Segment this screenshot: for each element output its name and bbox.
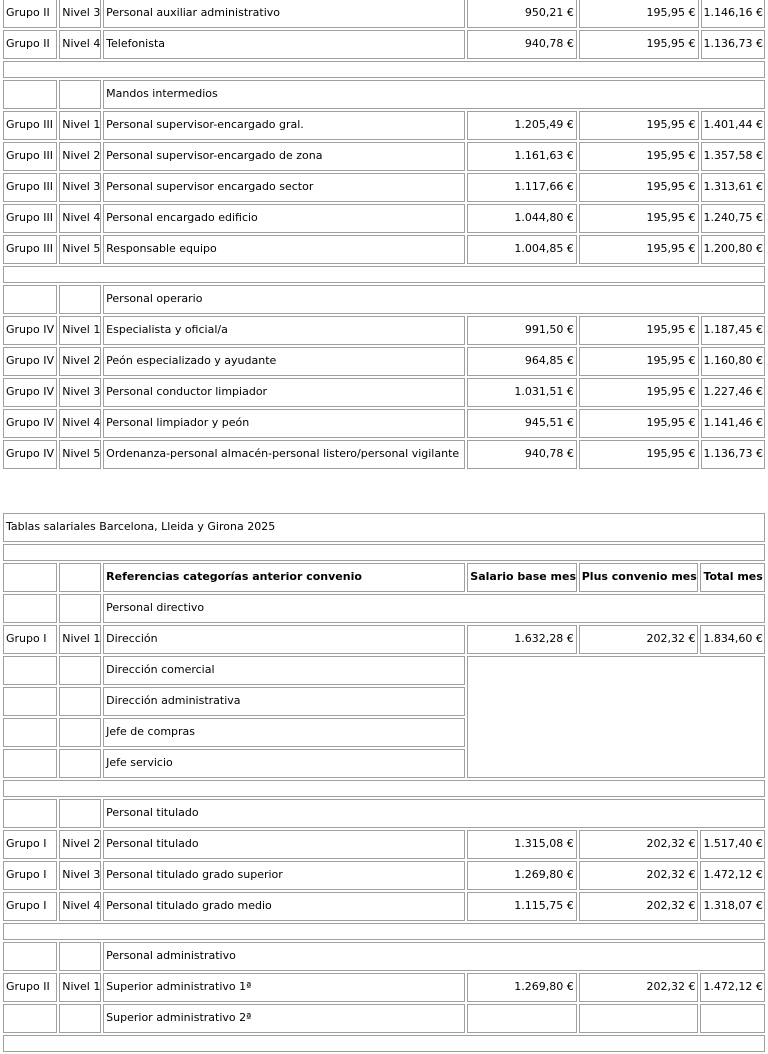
grupo-cell: Grupo I bbox=[3, 830, 57, 859]
total-cell: 1.136,73 € bbox=[701, 30, 765, 59]
categoria-cell: Personal auxiliar administrativo bbox=[103, 0, 465, 28]
nivel-cell bbox=[59, 1004, 101, 1033]
grupo-cell: Grupo I bbox=[3, 625, 57, 654]
grupo-cell bbox=[3, 749, 57, 778]
nivel-cell: Nivel 3 bbox=[59, 378, 101, 407]
table-row bbox=[3, 30, 765, 59]
plus-convenio-cell: 195,95 € bbox=[579, 30, 699, 59]
categoria-cell: Superior administrativo 2ª bbox=[103, 1004, 465, 1033]
salario-base-cell: 940,78 € bbox=[467, 440, 576, 469]
nivel-cell bbox=[59, 718, 101, 747]
table-title-row bbox=[3, 513, 765, 542]
salario-base-cell: 950,21 € bbox=[467, 0, 576, 28]
categoria-cell: Jefe servicio bbox=[103, 749, 465, 778]
nivel-cell: Nivel 1 bbox=[59, 625, 101, 654]
table-row bbox=[3, 173, 765, 202]
plus-convenio-cell: 195,95 € bbox=[579, 173, 699, 202]
nivel-cell: Nivel 4 bbox=[59, 892, 101, 921]
section-row bbox=[3, 942, 765, 971]
grupo-cell: Grupo III bbox=[3, 142, 57, 171]
salario-base-cell: 1.117,66 € bbox=[467, 173, 576, 202]
categoria-cell: Jefe de compras bbox=[103, 718, 465, 747]
grupo-cell: Grupo III bbox=[3, 235, 57, 264]
grupo-cell: Grupo IV bbox=[3, 316, 57, 345]
grupo-cell: Grupo IV bbox=[3, 347, 57, 376]
plus-convenio-cell: 202,32 € bbox=[579, 861, 699, 890]
nivel-cell: Nivel 1 bbox=[59, 316, 101, 345]
total-cell: 1.200,80 € bbox=[701, 235, 765, 264]
nivel-cell: Nivel 4 bbox=[59, 30, 101, 59]
spacer-row bbox=[3, 61, 765, 78]
nivel-cell: Nivel 1 bbox=[59, 973, 101, 1002]
plus-convenio-cell: 195,95 € bbox=[579, 111, 699, 140]
salario-base-cell bbox=[467, 1004, 576, 1033]
total-cell: 1.834,60 € bbox=[700, 625, 765, 654]
spacer-cell bbox=[3, 61, 765, 78]
total-cell: 1.318,07 € bbox=[700, 892, 765, 921]
nivel-cell: Nivel 5 bbox=[59, 440, 101, 469]
section-title: Mandos intermedios bbox=[103, 80, 765, 109]
header-categoria: Referencias categorías anterior convenio bbox=[103, 563, 465, 592]
spacer-cell bbox=[3, 923, 765, 940]
categoria-cell: Dirección bbox=[103, 625, 465, 654]
header-nivel bbox=[59, 563, 101, 592]
grupo-cell bbox=[3, 799, 57, 828]
categoria-cell: Telefonista bbox=[103, 30, 465, 59]
plus-convenio-cell: 195,95 € bbox=[579, 235, 699, 264]
plus-convenio-cell: 202,32 € bbox=[579, 892, 699, 921]
table-title: Tablas salariales Barcelona, Lleida y Girona 2025 bbox=[3, 513, 765, 542]
total-cell: 1.141,46 € bbox=[701, 409, 765, 438]
plus-convenio-cell: 195,95 € bbox=[579, 347, 699, 376]
salario-base-cell: 1.161,63 € bbox=[467, 142, 576, 171]
salario-base-cell: 1.269,80 € bbox=[467, 973, 576, 1002]
total-cell: 1.472,12 € bbox=[700, 973, 765, 1002]
nivel-cell bbox=[59, 749, 101, 778]
section-title: Personal titulado bbox=[103, 799, 765, 828]
spacer-cell bbox=[3, 780, 765, 797]
salario-base-cell: 1.632,28 € bbox=[467, 625, 576, 654]
total-cell bbox=[700, 1004, 765, 1033]
plus-convenio-cell: 195,95 € bbox=[579, 378, 699, 407]
plus-convenio-cell: 202,32 € bbox=[579, 830, 699, 859]
table-row bbox=[3, 316, 765, 345]
spacer-cell bbox=[3, 544, 765, 561]
section-row bbox=[3, 80, 765, 109]
nivel-cell bbox=[59, 594, 101, 623]
categoria-cell: Personal conductor limpiador bbox=[103, 378, 465, 407]
merged-values-cell bbox=[467, 656, 765, 778]
total-cell: 1.240,75 € bbox=[701, 204, 765, 233]
grupo-cell bbox=[3, 594, 57, 623]
nivel-cell bbox=[59, 285, 101, 314]
nivel-cell: Nivel 2 bbox=[59, 830, 101, 859]
plus-convenio-cell: 202,32 € bbox=[579, 973, 699, 1002]
table-row bbox=[3, 625, 765, 654]
nivel-cell: Nivel 3 bbox=[59, 0, 101, 28]
salary-table-2 bbox=[1, 511, 767, 1054]
salario-base-cell: 940,78 € bbox=[467, 30, 576, 59]
grupo-cell: Grupo II bbox=[3, 973, 57, 1002]
categoria-cell: Dirección comercial bbox=[103, 656, 465, 685]
categoria-cell: Dirección administrativa bbox=[103, 687, 465, 716]
table-row bbox=[3, 440, 765, 469]
categoria-cell: Personal titulado grado superior bbox=[103, 861, 465, 890]
grupo-cell bbox=[3, 285, 57, 314]
grupo-cell: Grupo IV bbox=[3, 378, 57, 407]
salario-base-cell: 1.205,49 € bbox=[467, 111, 576, 140]
plus-convenio-cell: 195,95 € bbox=[579, 316, 699, 345]
spacer-cell bbox=[3, 1035, 765, 1052]
categoria-cell: Personal titulado grado medio bbox=[103, 892, 465, 921]
grupo-cell bbox=[3, 718, 57, 747]
section-title: Personal administrativo bbox=[103, 942, 765, 971]
categoria-cell: Personal limpiador y peón bbox=[103, 409, 465, 438]
table-row bbox=[3, 111, 765, 140]
grupo-cell: Grupo IV bbox=[3, 409, 57, 438]
nivel-cell bbox=[59, 687, 101, 716]
section-title: Personal operario bbox=[103, 285, 765, 314]
total-cell: 1.160,80 € bbox=[701, 347, 765, 376]
total-cell: 1.357,58 € bbox=[701, 142, 765, 171]
salario-base-cell: 1.315,08 € bbox=[467, 830, 576, 859]
total-cell: 1.187,45 € bbox=[701, 316, 765, 345]
grupo-cell: Grupo III bbox=[3, 173, 57, 202]
categoria-cell: Peón especializado y ayudante bbox=[103, 347, 465, 376]
plus-convenio-cell: 202,32 € bbox=[579, 625, 699, 654]
table-row bbox=[3, 235, 765, 264]
salario-base-cell: 1.269,80 € bbox=[467, 861, 576, 890]
salario-base-cell: 1.115,75 € bbox=[467, 892, 576, 921]
table-row bbox=[3, 409, 765, 438]
total-cell: 1.227,46 € bbox=[701, 378, 765, 407]
grupo-cell: Grupo III bbox=[3, 204, 57, 233]
subcategory-row bbox=[3, 656, 765, 685]
spacer-row bbox=[3, 1035, 765, 1052]
categoria-cell: Superior administrativo 1ª bbox=[103, 973, 465, 1002]
salario-base-cell: 945,51 € bbox=[467, 409, 576, 438]
total-cell: 1.401,44 € bbox=[701, 111, 765, 140]
salario-base-cell: 1.044,80 € bbox=[467, 204, 576, 233]
header-total: Total mes bbox=[700, 563, 765, 592]
nivel-cell bbox=[59, 656, 101, 685]
table-row bbox=[3, 142, 765, 171]
total-cell: 1.313,61 € bbox=[701, 173, 765, 202]
total-cell: 1.517,40 € bbox=[700, 830, 765, 859]
section-row bbox=[3, 594, 765, 623]
grupo-cell: Grupo II bbox=[3, 0, 57, 28]
table-row bbox=[3, 861, 765, 890]
header-grupo bbox=[3, 563, 57, 592]
plus-convenio-cell: 195,95 € bbox=[579, 409, 699, 438]
total-cell: 1.136,73 € bbox=[701, 440, 765, 469]
grupo-cell: Grupo I bbox=[3, 861, 57, 890]
categoria-cell: Especialista y oficial/a bbox=[103, 316, 465, 345]
nivel-cell: Nivel 1 bbox=[59, 111, 101, 140]
nivel-cell: Nivel 3 bbox=[59, 173, 101, 202]
subcategory-row bbox=[3, 1004, 765, 1033]
spacer-row bbox=[3, 544, 765, 561]
categoria-cell: Personal supervisor-encargado de zona bbox=[103, 142, 465, 171]
grupo-cell bbox=[3, 80, 57, 109]
section-row bbox=[3, 285, 765, 314]
plus-convenio-cell bbox=[579, 1004, 699, 1033]
total-cell: 1.146,16 € bbox=[701, 0, 765, 28]
table-row bbox=[3, 830, 765, 859]
nivel-cell bbox=[59, 942, 101, 971]
categoria-cell: Personal encargado edificio bbox=[103, 204, 465, 233]
table-row bbox=[3, 892, 765, 921]
salario-base-cell: 1.031,51 € bbox=[467, 378, 576, 407]
nivel-cell bbox=[59, 80, 101, 109]
spacer-cell bbox=[3, 266, 765, 283]
spacer-row bbox=[3, 923, 765, 940]
salario-base-cell: 964,85 € bbox=[467, 347, 576, 376]
salary-table-1 bbox=[1, 0, 767, 471]
table-row bbox=[3, 204, 765, 233]
grupo-cell bbox=[3, 687, 57, 716]
header-salario-base: Salario base mes bbox=[467, 563, 576, 592]
salary-table-1-body bbox=[3, 0, 765, 469]
grupo-cell bbox=[3, 942, 57, 971]
salario-base-cell: 1.004,85 € bbox=[467, 235, 576, 264]
salary-table-2-body bbox=[3, 513, 765, 1052]
salario-base-cell: 991,50 € bbox=[467, 316, 576, 345]
categoria-cell: Ordenanza-personal almacén-personal listero/personal vigilante bbox=[103, 440, 465, 469]
categoria-cell: Personal titulado bbox=[103, 830, 465, 859]
header-plus-convenio: Plus convenio mes bbox=[579, 563, 699, 592]
section-title: Personal directivo bbox=[103, 594, 765, 623]
grupo-cell: Grupo III bbox=[3, 111, 57, 140]
nivel-cell: Nivel 4 bbox=[59, 409, 101, 438]
spacer-row bbox=[3, 780, 765, 797]
header-row bbox=[3, 563, 765, 592]
plus-convenio-cell: 195,95 € bbox=[579, 204, 699, 233]
spacer-row bbox=[3, 266, 765, 283]
grupo-cell: Grupo IV bbox=[3, 440, 57, 469]
nivel-cell: Nivel 3 bbox=[59, 861, 101, 890]
grupo-cell: Grupo II bbox=[3, 30, 57, 59]
nivel-cell: Nivel 2 bbox=[59, 347, 101, 376]
total-cell: 1.472,12 € bbox=[700, 861, 765, 890]
grupo-cell bbox=[3, 1004, 57, 1033]
categoria-cell: Responsable equipo bbox=[103, 235, 465, 264]
nivel-cell: Nivel 5 bbox=[59, 235, 101, 264]
plus-convenio-cell: 195,95 € bbox=[579, 0, 699, 28]
section-row bbox=[3, 799, 765, 828]
plus-convenio-cell: 195,95 € bbox=[579, 142, 699, 171]
table-row bbox=[3, 973, 765, 1002]
grupo-cell bbox=[3, 656, 57, 685]
table-row bbox=[3, 378, 765, 407]
categoria-cell: Personal supervisor encargado sector bbox=[103, 173, 465, 202]
plus-convenio-cell: 195,95 € bbox=[579, 440, 699, 469]
grupo-cell: Grupo I bbox=[3, 892, 57, 921]
table-row bbox=[3, 347, 765, 376]
nivel-cell bbox=[59, 799, 101, 828]
nivel-cell: Nivel 2 bbox=[59, 142, 101, 171]
nivel-cell: Nivel 4 bbox=[59, 204, 101, 233]
categoria-cell: Personal supervisor-encargado gral. bbox=[103, 111, 465, 140]
table-row bbox=[3, 0, 765, 28]
